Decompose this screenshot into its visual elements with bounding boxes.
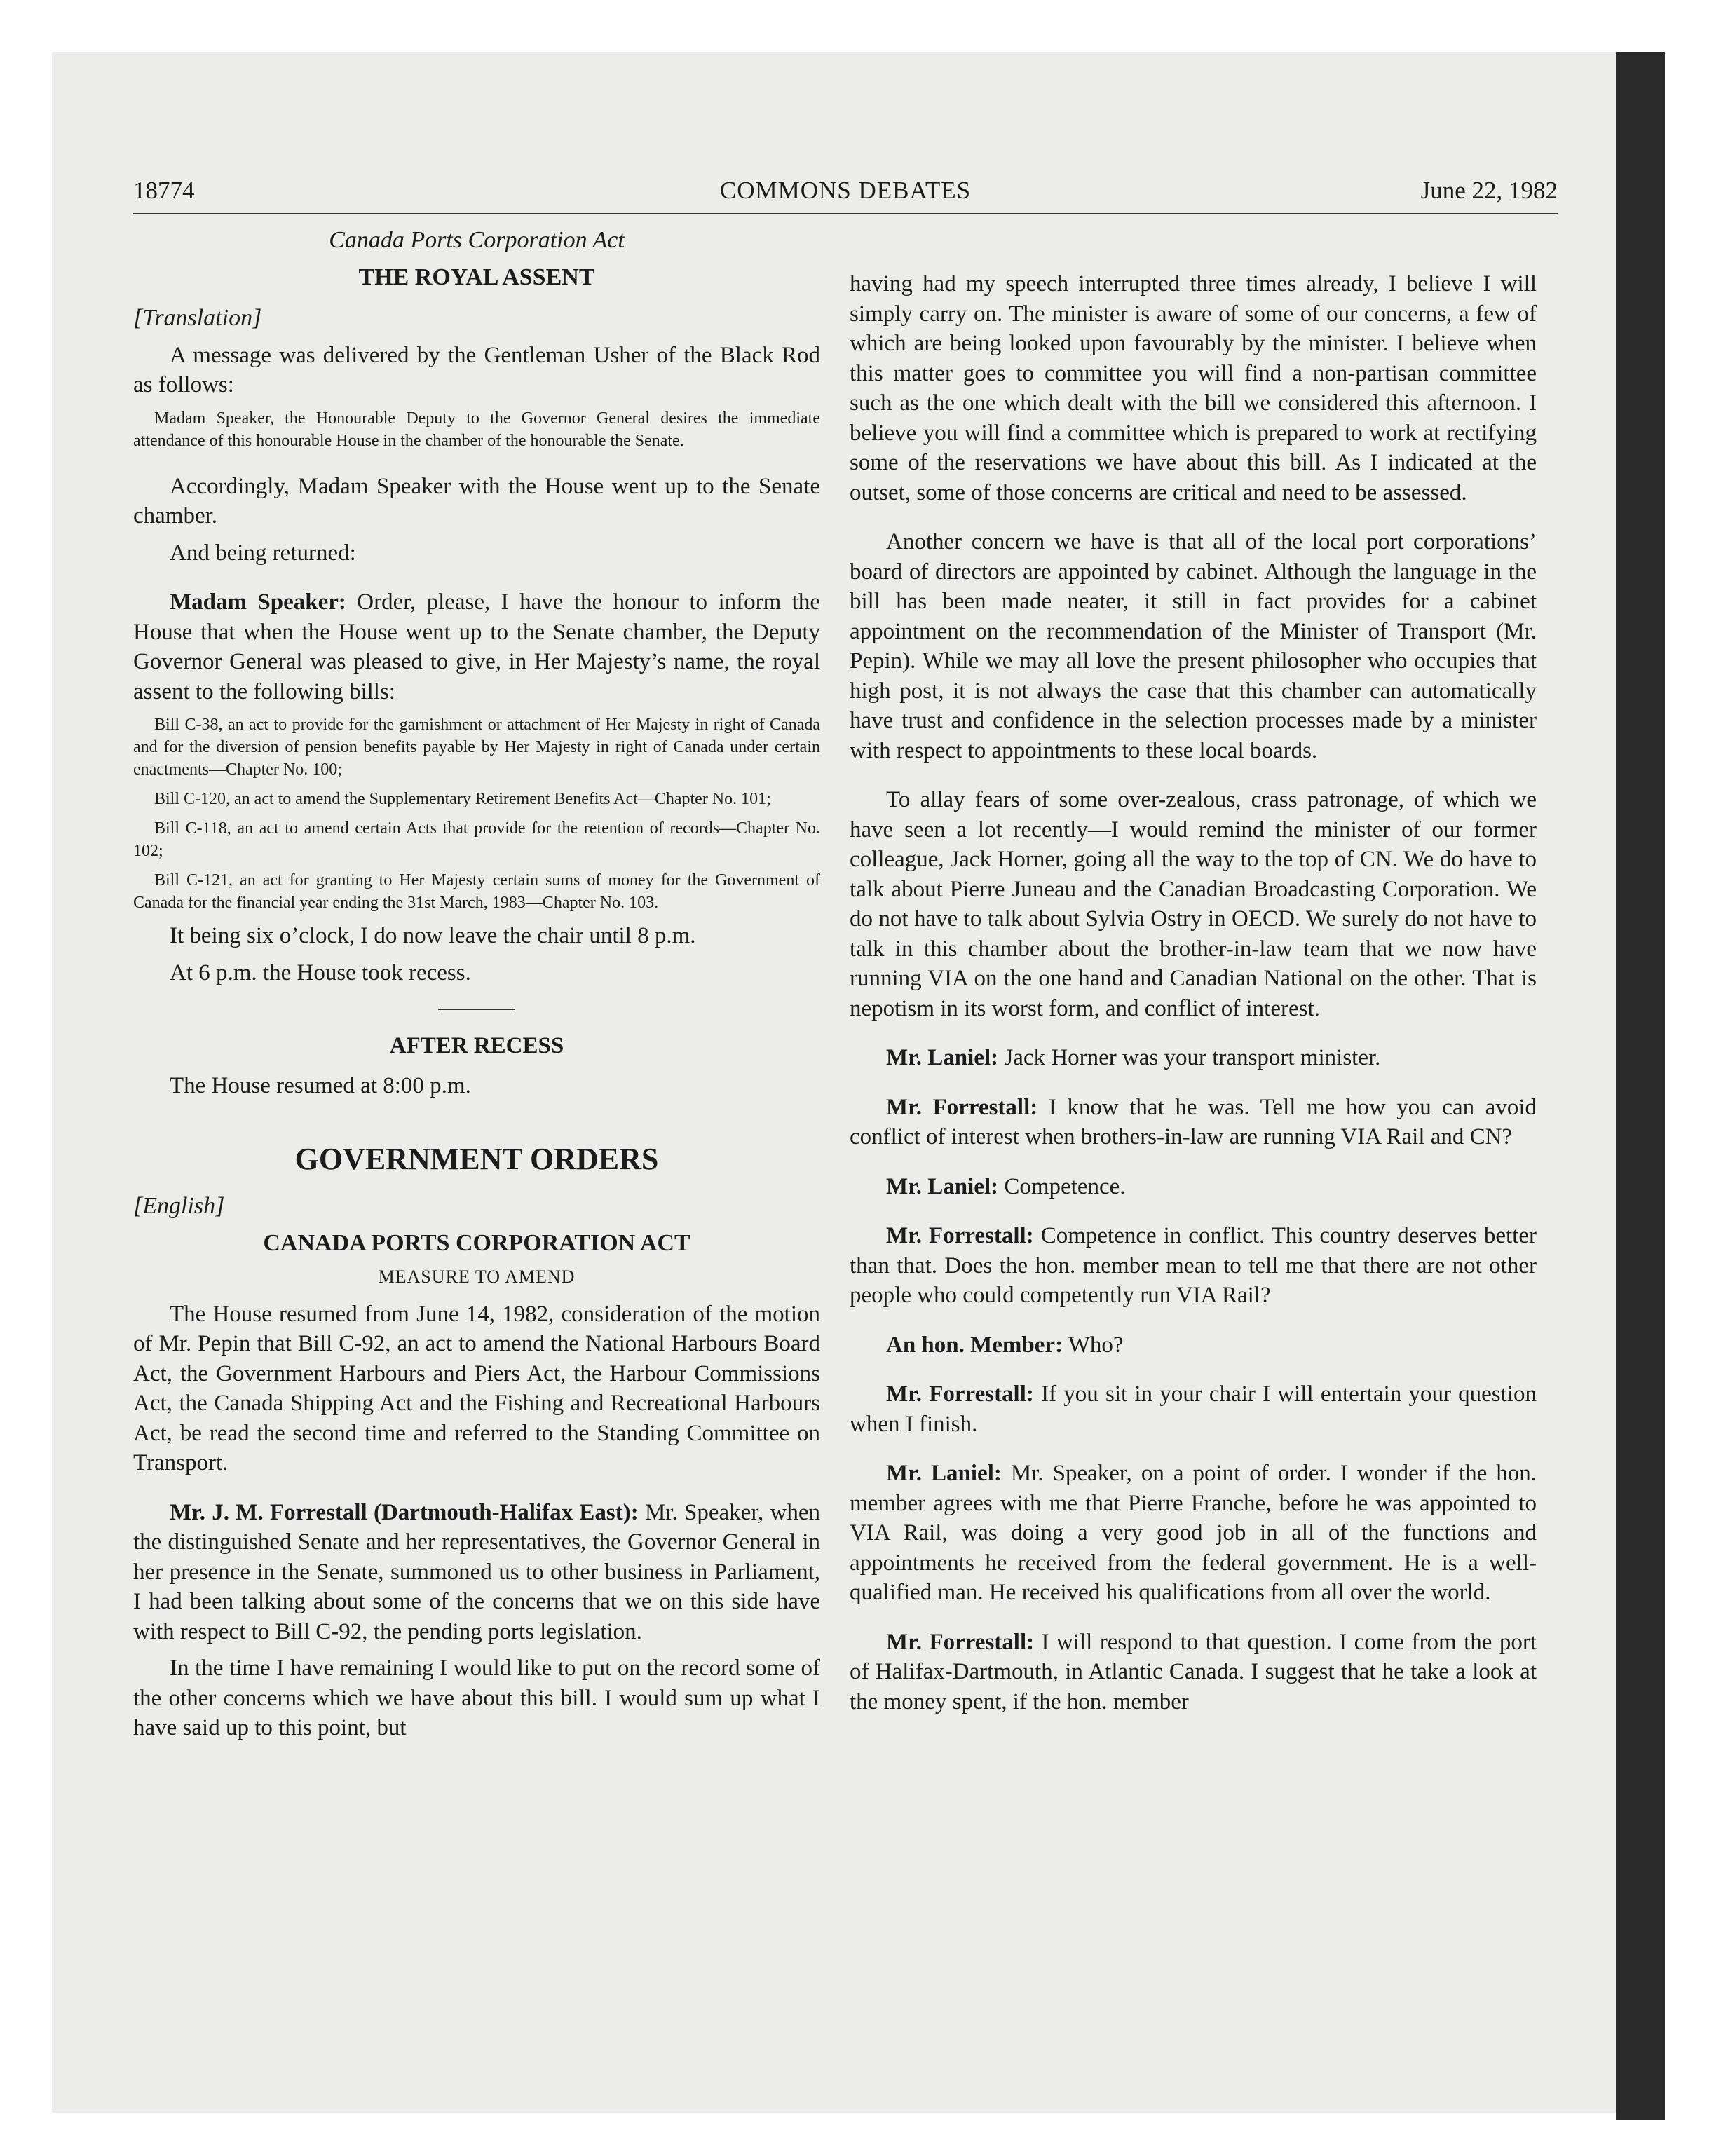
speech-paragraph [133, 1498, 820, 1647]
message-quote: Madam Speaker, the Honourable Deputy to the Governor General desires the immediate attendance of this honourable House in the chamber of the honourable the Senate. [133, 409, 820, 450]
paragraph: In the time I have remaining I would like to put on the record some of the other concerns which we have about this bill. I would sum up what I have said up to this point, but [133, 1656, 820, 1740]
paragraph: The House resumed from June 14, 1982, consideration of the motion of Mr. Pepin that Bill C-92, an act to amend the National Harbours Board Act, the Government Harbours and Piers Act, the Harbour Commissions Act, the Canada Shipping Act and the Fishing and Recreational Harbours Act, be read the second time and referred to the Standing Committee on Transport. [133, 1301, 820, 1475]
speaker-name: Mr. J. M. Forrestall (Dartmouth-Halifax East): [170, 1499, 639, 1525]
speech-paragraph [850, 1628, 1537, 1717]
paragraph: And being returned: [170, 540, 356, 566]
speech-paragraph [850, 1330, 1537, 1360]
translation-label: [Translation] [133, 305, 262, 331]
speaker-name: Mr. Forrestall: [886, 1223, 1034, 1248]
speech-paragraph [850, 1379, 1537, 1439]
right-column [850, 269, 1537, 1717]
bill-item: Bill C-118, an act to amend certain Acts that provide for the retention of records—Chapter No. 102; [133, 819, 820, 860]
publication-title: COMMONS DEBATES [719, 177, 972, 204]
after-recess-heading: AFTER RECESS [389, 1033, 564, 1058]
paragraph: having had my speech interrupted three times already, I believe I will simply carry on. The minister is aware of some of our concerns, a few of which are being looked upon favourably by the minister. I believe when this matter goes to committee you will find a non-partisan committee such as the one which dealt with the bill we considered this afternoon. I believe you will find a committee which is prepared to work at rectifying some of the reservations we have about this bill. As I indicated at the outset, some of those concerns are critical and need to be assessed. [850, 271, 1537, 505]
paragraph: A message was delivered by the Gentleman Usher of the Black Rod as follows: [133, 342, 820, 397]
speech-text: Competence in conflict. This country deserves better than that. Does the hon. member mean to tell me that there are not other people who could competently run VIA Rail? [850, 1223, 1537, 1308]
speech-text: I know that he was. Tell me how you can avoid conflict of interest when brothers-in-law are running VIA Rail and CN? [850, 1094, 1537, 1149]
speech-text: Order, please, I have the honour to inform the House that when the House went up to the Senate chamber, the Deputy Governor General was pleased to give, in Her Majesty’s name, the royal assent to the following bills: [133, 589, 820, 704]
speech-paragraph [133, 587, 820, 707]
speaker-name: Mr. Laniel: [886, 1045, 999, 1070]
speech-text: I will respond to that question. I come from the port of Halifax-Dartmouth, in Atlantic Canada. I suggest that he take a look at the money spent, if the hon. member [850, 1629, 1537, 1714]
speech-paragraph [850, 1459, 1537, 1608]
speaker-name: An hon. Member: [886, 1332, 1063, 1358]
paragraph: At 6 p.m. the House took recess. [170, 960, 471, 985]
paragraph: Accordingly, Madam Speaker with the House went up to the Senate chamber. [133, 473, 820, 528]
english-label: [English] [133, 1193, 225, 1219]
speaker-name: Mr. Forrestall: [886, 1381, 1034, 1407]
left-column [133, 226, 820, 1743]
bill-item: Bill C-121, an act for granting to Her Majesty certain sums of money for the Government of Canada for the financial year ending the 31st March, 1983—Chapter No. 103. [133, 871, 820, 912]
paragraph: The House resumed at 8:00 p.m. [170, 1072, 471, 1098]
speech-text: Jack Horner was your transport minister. [998, 1045, 1381, 1070]
speech-paragraph [850, 1221, 1537, 1311]
scan-border [1616, 52, 1665, 2120]
speech-text: If you sit in your chair I will entertain your question when I finish. [850, 1381, 1537, 1437]
page-header [133, 177, 1558, 214]
paragraph: It being six o’clock, I do now leave the chair until 8 p.m. [170, 923, 696, 948]
speaker-name: Madam Speaker: [170, 589, 346, 615]
speech-paragraph [850, 1172, 1537, 1202]
speaker-name: Mr. Forrestall: [886, 1629, 1035, 1655]
speech-text: Mr. Speaker, when the distinguished Senate and her representatives, the Governor General in her presence in the Senate, summoned us to other business in Parliament, I had been talking about some of the concerns that we on this side have with respect to Bill C-92, the pending ports legislation. [133, 1499, 821, 1644]
divider [438, 1009, 515, 1010]
bill-item: Bill C-120, an act to amend the Supplementary Retirement Benefits Act—Chapter No. 101; [154, 790, 771, 808]
speech-text: Mr. Speaker, on a point of order. I wonder if the hon. member agrees with me that Pierre Franche, before he was appointed to VIA Rail, was doing a very good job in all of the functions and appointments he received from the federal government. He is a well-qualified man. He received his qualifications from all over the world. [850, 1461, 1537, 1605]
speech-text: Who? [1063, 1332, 1124, 1358]
bill-item: Bill C-38, an act to provide for the garnishment or attachment of Her Majesty in right of Canada and for the diversion of pension benefits payable by Her Majesty in right of Canada under certain enactments—Chapter No. 100; [133, 716, 820, 779]
act-heading: CANADA PORTS CORPORATION ACT [263, 1229, 690, 1256]
speech-text: Competence. [998, 1173, 1126, 1199]
subheading: MEASURE TO AMEND [378, 1267, 576, 1287]
speech-paragraph [850, 1043, 1537, 1073]
paragraph: To allay fears of some over-zealous, crass patronage, of which we have seen a lot recently—I would remind the minister of our former colleague, Jack Horner, going all the way to the top of CN. We do have to talk about Pierre Juneau and the Canadian Broadcasting Corporation. We do not have to talk about Sylvia Ostry in OECD. We surely do not have to talk in this chamber about the brother-in-law team that we now have running VIA on the one hand and Canadian National on the other. That is nepotism in its worst form, and conflict of interest. [850, 787, 1537, 1021]
speaker-name: Mr. Laniel: [886, 1461, 1002, 1486]
speech-paragraph [850, 1093, 1537, 1152]
speaker-name: Mr. Forrestall: [886, 1094, 1038, 1120]
paragraph: Another concern we have is that all of the local port corporations’ board of directors are appointed by cabinet. Although the language in the bill has been made neater, it still in fact provides for a cabinet appointment on the recommendation of the Minister of Transport (Mr. Pepin). While we may all love the present philosopher who occupies that high post, it is not always the case that this chamber can automatically have trust and confidence in the selection processes made by a minister with respect to appointments to these local boards. [850, 529, 1537, 763]
speaker-name: Mr. Laniel: [886, 1173, 999, 1199]
royal-assent-heading: THE ROYAL ASSENT [358, 264, 595, 290]
section-title: GOVERNMENT ORDERS [294, 1142, 659, 1176]
page-number: 18774 [133, 177, 195, 204]
page-date: June 22, 1982 [1420, 177, 1558, 204]
running-head: Canada Ports Corporation Act [329, 227, 625, 253]
